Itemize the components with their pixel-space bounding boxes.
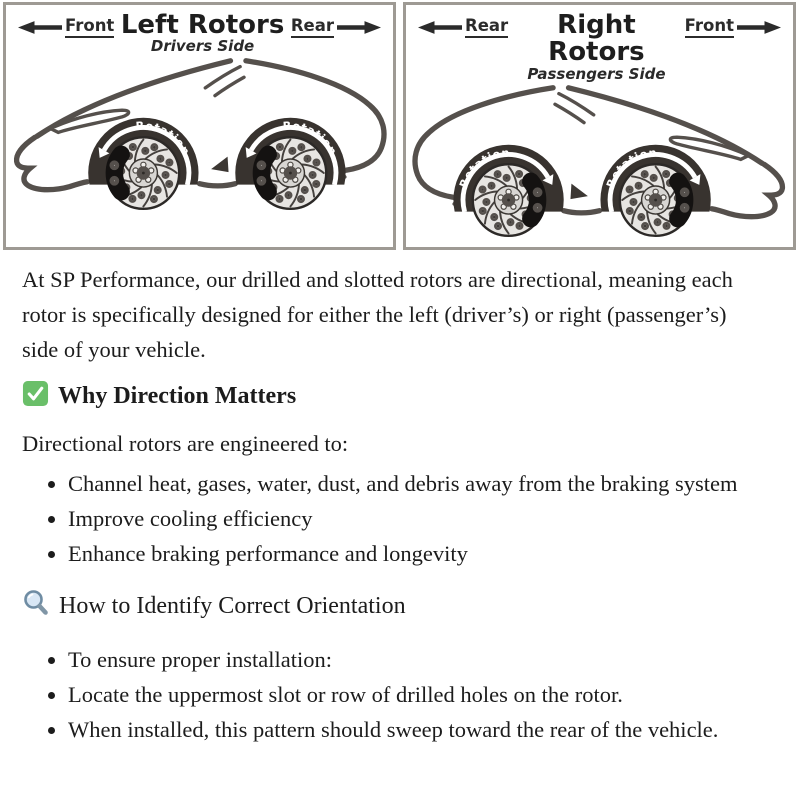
right-panel-titleblock xyxy=(508,12,685,82)
direction-label: Rear xyxy=(291,16,334,38)
arrow-right-icon xyxy=(337,20,381,35)
right-rotors-panel xyxy=(403,2,796,250)
left-panel-header xyxy=(6,5,393,55)
check-mark-icon xyxy=(22,380,49,407)
rear-direction-indicator xyxy=(291,16,381,38)
rotation-label: Rotation xyxy=(604,146,658,191)
list-item: • When installed, this pattern should sweep toward the rear of the vehicle. xyxy=(68,712,766,747)
panel-title: Right Rotors xyxy=(548,10,645,68)
lead-paragraph: Directional rotors are engineered to: xyxy=(22,430,349,456)
section-heading-text: Why Direction Matters xyxy=(58,382,297,409)
heading-why-direction-matters xyxy=(22,379,766,414)
arrow-right-icon xyxy=(737,20,781,35)
magnifying-glass-icon xyxy=(22,589,50,617)
rotation-label: Rotation xyxy=(282,119,340,158)
right-panel-header xyxy=(406,5,793,82)
panel-subtitle: Passengers Side xyxy=(527,64,666,83)
list-item: • Channel heat, gases, water, dust, and debris away from the braking system xyxy=(68,466,766,501)
rotation-label: Rotation xyxy=(135,119,193,158)
car-sketch-left-side xyxy=(6,55,393,219)
direction-label: Front xyxy=(65,16,114,38)
orientation-list xyxy=(22,642,766,747)
list-item: • Enhance braking performance and longevity xyxy=(68,536,766,571)
left-panel-titleblock xyxy=(121,12,284,55)
direction-label: Rear xyxy=(465,16,508,38)
direction-label: Front xyxy=(685,16,734,38)
left-rotors-panel xyxy=(3,2,396,250)
intro-paragraph: At SP Performance, our drilled and slotted rotors are directional, meaning each rotor is specifically designed for either the left (driver’s) or right (passenger’s) side of your vehicle. xyxy=(22,266,733,362)
list-item: • Locate the uppermost slot or row of drilled holes on the rotor. xyxy=(68,677,766,712)
panel-subtitle: Drivers Side xyxy=(150,37,255,56)
list-item: • Improve cooling efficiency xyxy=(68,501,766,536)
section-heading-text: How to Identify Correct Orientation xyxy=(59,592,406,619)
arrow-left-icon xyxy=(18,20,62,35)
benefits-list xyxy=(22,466,766,571)
car-sketch-right-side xyxy=(406,82,793,246)
arrow-left-icon xyxy=(418,20,462,35)
heading-identify-orientation xyxy=(22,589,766,624)
article-body xyxy=(0,250,800,747)
rotation-label: Rotation xyxy=(456,146,511,191)
rear-direction-indicator xyxy=(418,16,508,38)
panel-title: Left Rotors xyxy=(120,10,285,40)
front-direction-indicator xyxy=(685,16,781,38)
front-direction-indicator xyxy=(18,16,114,38)
rotor-direction-diagram xyxy=(0,0,800,250)
list-item: • To ensure proper installation: xyxy=(68,642,766,677)
